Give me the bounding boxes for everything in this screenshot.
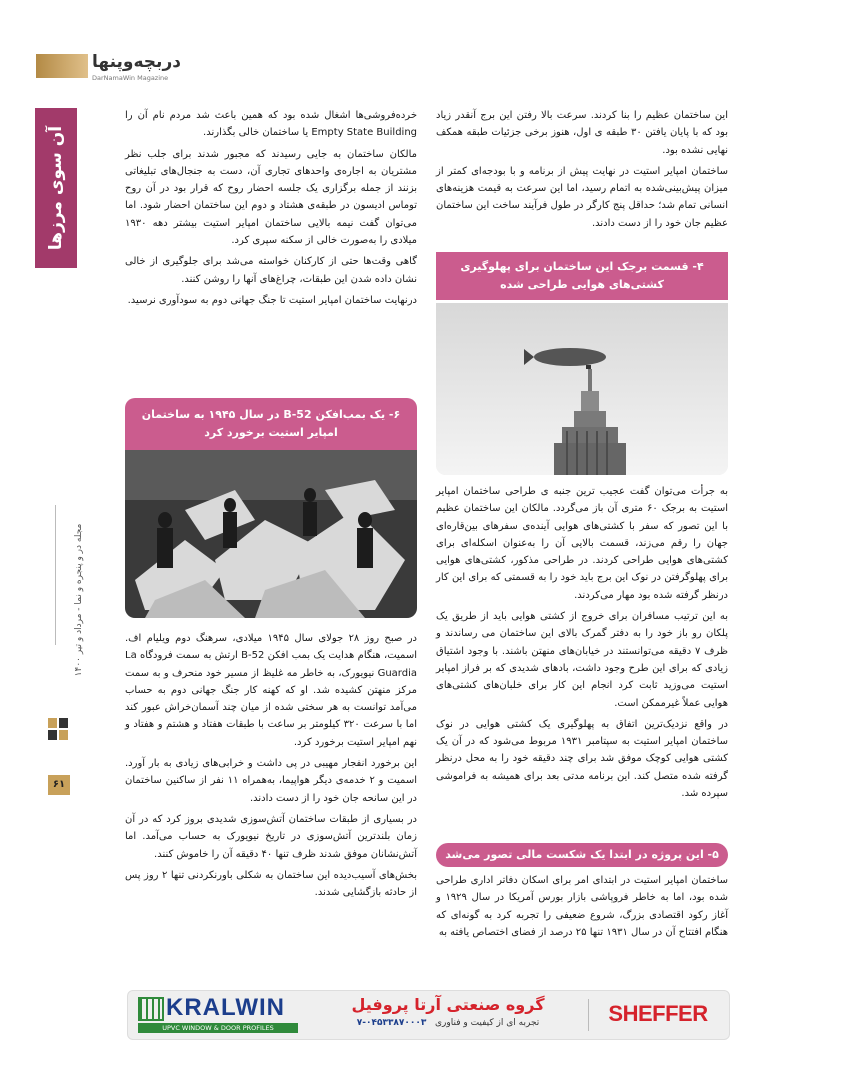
paragraph: ساختمان امپایر استیت در نهایت پیش از برنامه و با بودجه‌ای کمتر از میزان پیش‌بینی‌شده به اتمام رسید، اما این سرعت به قیمت هزینه‌های انسانی تمام شد؛ حداقل پنج کارگر در طول فرآیند ساخت این ساختمان عظیم جان خود را از دست دادند.: [436, 165, 728, 229]
issue-line: [55, 505, 56, 645]
paragraph: ساختمان امپایر استیت در ابتدای امر برای اسکان دفاتر اداری طراحی شده بود، اما به خاطر فروپاشی بازار بورس آمریکا در سال ۱۹۲۹ و آغاز رکود اقتصادی بزرگ، شروع ضعیفی را تجربه کرد به گونه‌ای که هنگام افتتاح آن در سال ۱۹۳۱ تنها ۲۵ درصد از فضای اختصاص یافته به: [436, 875, 728, 938]
kralwin-logo: [138, 994, 298, 1033]
section4-title: ۴- قسمت برجک این ساختمان برای پهلوگیری کشتی‌های هوایی طراحی شده: [460, 260, 704, 291]
paragraph: بخش‌های آسیب‌دیده این ساختمان به شکلی باورنکردنی تنها ۲ روز پس از حادثه بازگشایی شدند.: [125, 869, 417, 899]
paragraph: خرده‌فروشی‌ها اشغال شده بود که همین باعث شد مردم نام آن را Empty State Building یا ساختمان خالی بگذارند.: [125, 110, 417, 139]
section5-heading: [436, 843, 728, 867]
kralwin-name: KRALWIN: [166, 994, 285, 1021]
page-number: ۶۱: [48, 775, 70, 795]
ad-divider: [588, 999, 589, 1031]
left-col-top: [125, 107, 417, 313]
section4-body: [436, 483, 728, 806]
section-side-tab: [35, 108, 77, 268]
airship-illustration: [436, 303, 728, 475]
section6-title: ۶- یک بمب‌افکن B-52 در سال ۱۹۴۵ به ساختمان امپایر استیت برخورد کرد: [141, 408, 401, 439]
ad-banner[interactable]: [127, 990, 730, 1040]
section4-heading: [436, 252, 728, 300]
issue-text: مجله در و پنجره و نما - مرداد و تیر ۱۴۰۰: [74, 523, 84, 677]
paragraph: این برخورد انفجار مهیبی در پی داشت و خرابی‌های زیادی به بار آورد. اسمیت و ۲ خدمه‌ی دیگر هواپیما، به‌همراه ۱۱ نفر از ساکنین ساختمان در این سانحه جان خود را از دست دادند.: [125, 758, 417, 804]
paragraph: درنهایت ساختمان امپایر استیت تا جنگ جهانی دوم به سودآوری نرسید.: [127, 294, 417, 306]
logo-text-fa: دربچه‌وپنها: [92, 52, 181, 72]
section5-body: [436, 872, 728, 945]
page-icon: [48, 718, 68, 740]
logo-text-en: DarNamaWin Magazine: [92, 74, 169, 82]
paragraph: به این ترتیب مسافران برای خروج از کشتی هوایی باید از طریق یک پلکان رو باز خود را به دفتر گمرک بالای این ساختمان می رساندند و ظرف ۷ دقیقه می‌توانستند در خیابان‌های منهتن باشند. با وجود اشتیاق زیادی که برای این طرح وجود داشت، بادهای شدیدی که بر فراز امپایر استیت می‌وزید ثابت کرد انجام این کار برای خلبان‌های کشتی‌های هوایی عملاً غیرممکن است.: [436, 611, 728, 709]
paragraph: در واقع نزدیک‌ترین اتفاق به پهلوگیری یک کشتی هوایی در نوک ساختمان امپایر استیت به سپتامبر ۱۹۳۱ مربوط می‌شود که در آن یک کشتی هوایی کوچک موفق شد برای چند دقیقه خود را به محل درنظر گرفته شده متصل کند. این برنامه مدتی بعد برای همیشه به فراموشی سپرده شد.: [436, 718, 729, 800]
ad-center: [318, 995, 578, 1035]
paragraph: گاهی وقت‌ها حتی از کارکنان خواسته می‌شد برای جلوگیری از خالی نشان داده شدن این طبقات، چراغ‌های آنها را روشن کنند.: [125, 256, 417, 285]
empire-state-airship-photo: [436, 303, 728, 475]
wreckage-illustration: [125, 450, 417, 618]
right-col-top: [436, 107, 728, 236]
paragraph: به جرأت می‌توان گفت عجیب ترین جنبه ی طراحی ساختمان امپایر استیت به برجک ۶۰ متری آن باز می‌گردد. مالکان این ساختمان عظیم با این تصور که سفر با کشتی‌های هوایی آینده‌ی سفرهای بین‌قاره‌ای جهان را رقم می‌زند، قسمت بالایی آن را به‌عنوان اسکله‌ای برای کشتی‌های هوایی طراحی کردند. در طراحی مذکور، کشتی‌های هوایی برای پهلوگرفتن در نوک این برج باید خود را به قسمتی که برای این کار درنظر گرفته شده بود مهار می‌کردند.: [436, 486, 728, 601]
section6-heading: [125, 398, 417, 450]
bomber-wreckage-photo: [125, 450, 417, 618]
logo-gold-block: [36, 54, 88, 78]
window-icon: [138, 997, 164, 1021]
ad-subtitle: تجربه ای از کیفیت و فناوری: [435, 1018, 540, 1028]
paragraph: در صبح روز ۲۸ جولای سال ۱۹۴۵ میلادی، سرهنگ دوم ویلیام اف. اسمیت، هنگام هدایت یک بمب افکن B-52 ارتش به سمت فرودگاه La Guardia نیویورک، به خاطر مه غلیظ از مسیر خود منحرف و به سمت مرکز منهتن کشیده شد. او که کهنه کار جنگ جهانی دوم به حساب می‌آمد توانست به هر سختی شده از میان چند آسمان‌خراش عبور کند اما با سرعت ۳۲۰ کیلومتر بر ساعت با طبقات هفتاد و هشتم و هفتاد و نهم امپایر استیت برخورد کرد.: [125, 633, 417, 748]
section6-body: [125, 630, 417, 905]
ad-sub-row: [318, 1015, 578, 1031]
magazine-logo: [36, 52, 226, 82]
paragraph: مالکان ساختمان به جایی رسیدند که مجبور شدند برای جلب نظر مشتریان به اجاره‌ی واحدهای تجاری آن، دست به جنجال‌های تبلیغاتی بزنند از جمله برگزاری یک جلسه احضار روح که قرار بود در آن روح توماس ادیسون در طبقه‌ی هشتاد و دوم این ساختمان احضار شود. اما می‌توان گفت نیمه بالایی ساختمان امپایر استیت بیشتر دهه ۱۹۳۰ میلادی را به‌صورت خالی از سکنه سپری کرد.: [125, 148, 417, 247]
paragraph: این ساختمان عظیم را بنا کردند. سرعت بالا رفتن این برج آنقدر زیاد بود که با پایان یافتن ۳۰ طبقه ی اول، هنوز برخی جزئیات طبقه همکف نهایی نشده بود.: [436, 110, 728, 156]
paragraph: در بسیاری از طبقات ساختمان آتش‌سوزی شدیدی بروز کرد که در آن زمان بلندترین آتش‌سوزی در تاریخ نیویورک به حساب می‌آمد. اما آتش‌نشانان موفق شدند ظرف تنها ۴۰ دقیقه آن را خاموش کنند.: [125, 813, 417, 860]
sheffer-logo: SHEFFER: [608, 1001, 708, 1026]
section-side-title: آن سوی مرزها: [46, 125, 66, 251]
kralwin-sub: UPVC WINDOW & DOOR PROFILES: [138, 1023, 298, 1033]
ad-phone: ۰۴۵۳۳۸۷۰۰۰۳-۷: [356, 1018, 427, 1028]
section5-title: ۵- این پروژه در ابتدا یک شکست مالی تصور می‌شد: [445, 848, 719, 861]
ad-title: گروه صنعتی آرتا پروفیل: [351, 995, 545, 1014]
